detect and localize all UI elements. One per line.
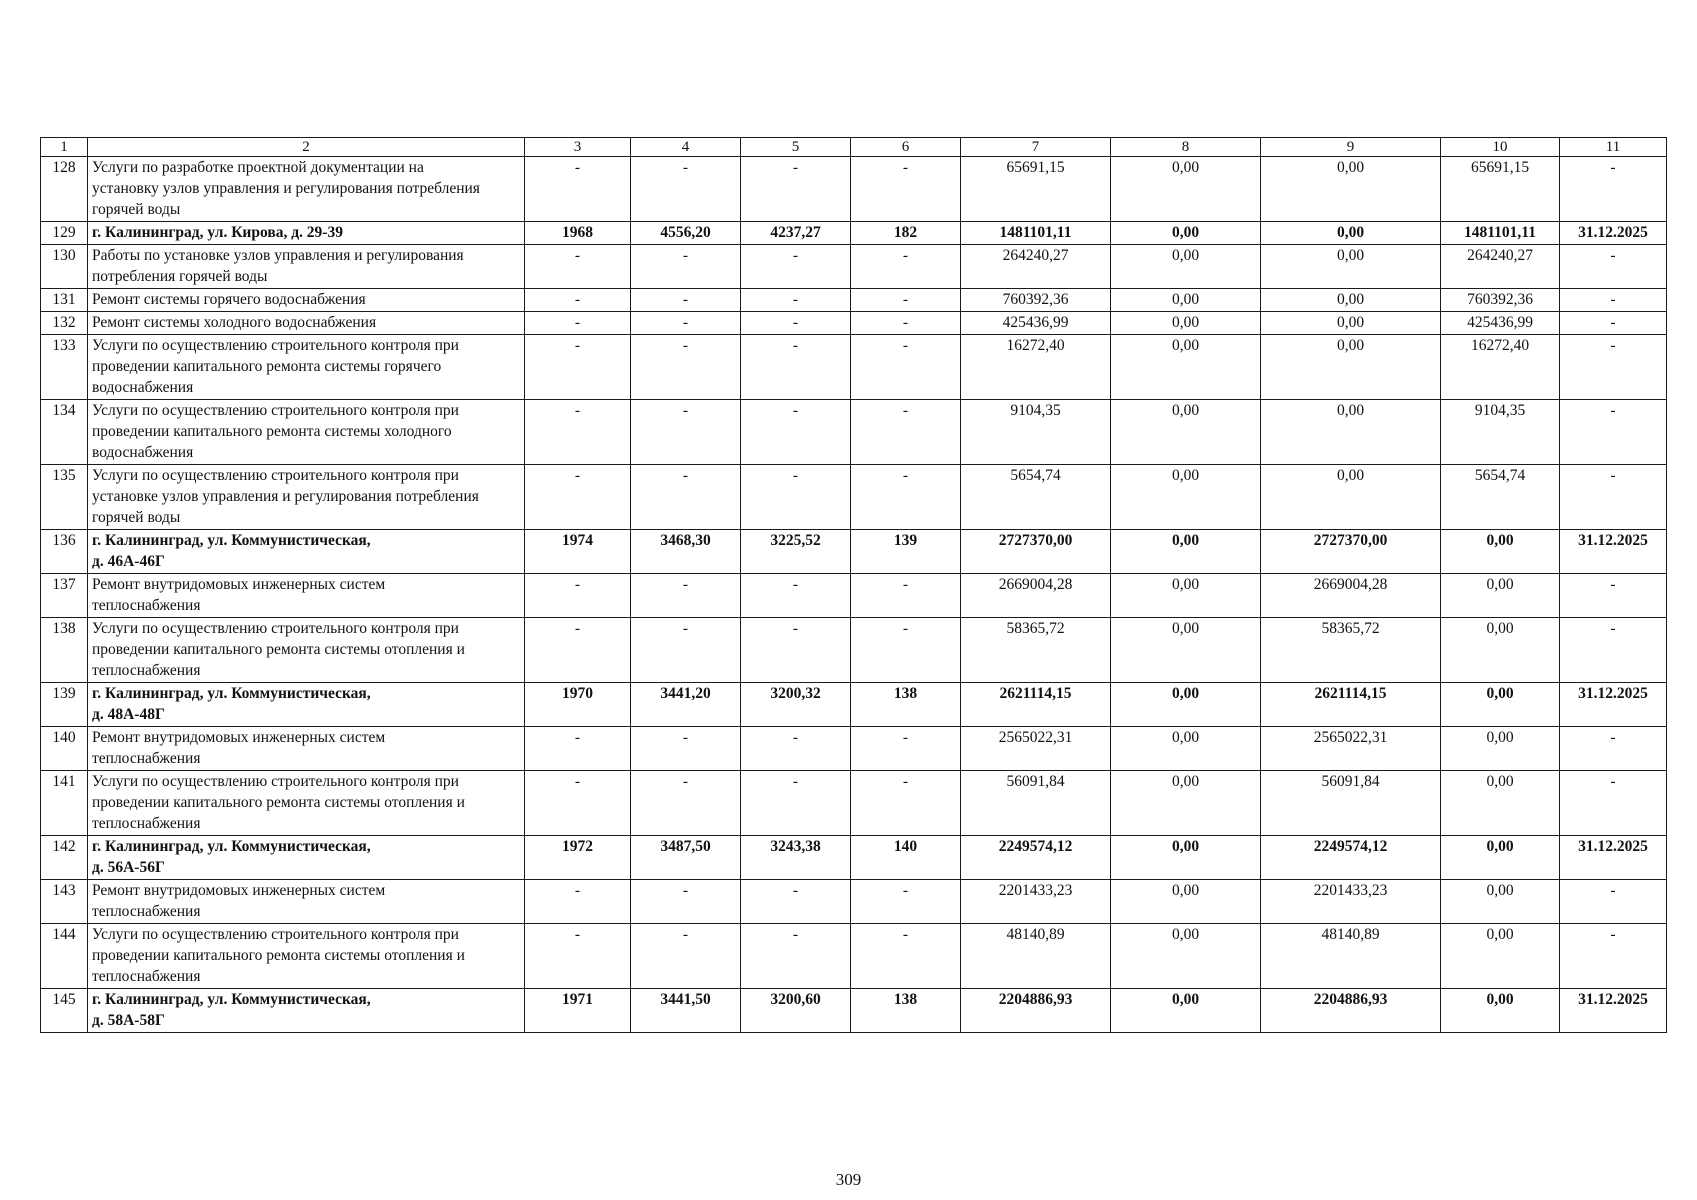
value-cell-col4: 3468,30 bbox=[631, 530, 741, 574]
page-number: 309 bbox=[835, 1170, 862, 1189]
address-row bbox=[41, 530, 1667, 574]
value-cell-col11: - bbox=[1560, 727, 1667, 771]
description-line: водоснабжения bbox=[92, 379, 194, 396]
value-cell-col4: - bbox=[631, 880, 741, 924]
description-line: Услуги по осуществлению строительного контроля при bbox=[92, 773, 459, 790]
column-number-row bbox=[41, 138, 1667, 157]
value-cell-col3: - bbox=[525, 880, 631, 924]
value-cell-col8: 0,00 bbox=[1111, 312, 1261, 335]
column-number: 11 bbox=[1560, 138, 1667, 157]
value-cell-col6: - bbox=[851, 312, 961, 335]
column-number: 5 bbox=[741, 138, 851, 157]
row-number-cell: 144 bbox=[41, 924, 88, 989]
description-line: горячей воды bbox=[92, 201, 181, 218]
value-cell-col9: 0,00 bbox=[1261, 222, 1441, 245]
value-cell-col3: - bbox=[525, 400, 631, 465]
work-description-cell bbox=[88, 245, 525, 289]
value-cell-col3: 1972 bbox=[525, 836, 631, 880]
description-line: проведении капитального ремонта системы отопления и bbox=[92, 794, 465, 811]
value-cell-col9: 2249574,12 bbox=[1261, 836, 1441, 880]
value-cell-col8: 0,00 bbox=[1111, 465, 1261, 530]
value-cell-col11: - bbox=[1560, 400, 1667, 465]
table-row bbox=[41, 465, 1667, 530]
description-line: проведении капитального ремонта системы горячего bbox=[92, 358, 442, 375]
value-cell-col9: 0,00 bbox=[1261, 400, 1441, 465]
value-cell-col10: 264240,27 bbox=[1441, 245, 1560, 289]
work-description-cell bbox=[88, 924, 525, 989]
value-cell-col11: - bbox=[1560, 771, 1667, 836]
value-cell-col5: - bbox=[741, 400, 851, 465]
value-cell-col8: 0,00 bbox=[1111, 574, 1261, 618]
value-cell-col7: 56091,84 bbox=[961, 771, 1111, 836]
value-cell-col10: 0,00 bbox=[1441, 880, 1560, 924]
value-cell-col5: - bbox=[741, 924, 851, 989]
value-cell-col10: 0,00 bbox=[1441, 618, 1560, 683]
value-cell-col5: - bbox=[741, 618, 851, 683]
value-cell-col7: 48140,89 bbox=[961, 924, 1111, 989]
value-cell-col10: 0,00 bbox=[1441, 530, 1560, 574]
table-row bbox=[41, 312, 1667, 335]
value-cell-col5: - bbox=[741, 335, 851, 400]
value-cell-col3: - bbox=[525, 574, 631, 618]
value-cell-col9: 2727370,00 bbox=[1261, 530, 1441, 574]
description-line: Ремонт системы холодного водоснабжения bbox=[92, 314, 377, 331]
value-cell-col10: 760392,36 bbox=[1441, 289, 1560, 312]
value-cell-col5: 3200,60 bbox=[741, 989, 851, 1033]
value-cell-col4: 3441,50 bbox=[631, 989, 741, 1033]
table-row bbox=[41, 400, 1667, 465]
value-cell-col9: 2669004,28 bbox=[1261, 574, 1441, 618]
value-cell-col7: 2204886,93 bbox=[961, 989, 1111, 1033]
value-cell-col4: 3487,50 bbox=[631, 836, 741, 880]
description-line: Ремонт внутридомовых инженерных систем bbox=[92, 882, 386, 899]
work-description-cell bbox=[88, 465, 525, 530]
row-number-cell: 131 bbox=[41, 289, 88, 312]
value-cell-col7: 2565022,31 bbox=[961, 727, 1111, 771]
value-cell-col10: 0,00 bbox=[1441, 836, 1560, 880]
address-row bbox=[41, 989, 1667, 1033]
description-line: теплоснабжения bbox=[92, 597, 201, 614]
description-line: Работы по установке узлов управления и регулирования bbox=[92, 247, 464, 264]
value-cell-col6: - bbox=[851, 157, 961, 222]
value-cell-col10: 0,00 bbox=[1441, 727, 1560, 771]
description-line: горячей воды bbox=[92, 509, 181, 526]
value-cell-col3: 1970 bbox=[525, 683, 631, 727]
value-cell-col11: 31.12.2025 bbox=[1560, 222, 1667, 245]
row-number-cell: 130 bbox=[41, 245, 88, 289]
value-cell-col11: - bbox=[1560, 245, 1667, 289]
value-cell-col11: - bbox=[1560, 157, 1667, 222]
work-description-cell bbox=[88, 771, 525, 836]
row-number-cell: 139 bbox=[41, 683, 88, 727]
value-cell-col7: 9104,35 bbox=[961, 400, 1111, 465]
value-cell-col11: - bbox=[1560, 574, 1667, 618]
value-cell-col8: 0,00 bbox=[1111, 335, 1261, 400]
value-cell-col7: 1481101,11 bbox=[961, 222, 1111, 245]
value-cell-col6: - bbox=[851, 245, 961, 289]
work-description-cell bbox=[88, 880, 525, 924]
value-cell-col5: - bbox=[741, 574, 851, 618]
description-line: потребления горячей воды bbox=[92, 268, 268, 285]
column-number: 9 bbox=[1261, 138, 1441, 157]
column-number: 3 bbox=[525, 138, 631, 157]
value-cell-col5: 4237,27 bbox=[741, 222, 851, 245]
value-cell-col6: 182 bbox=[851, 222, 961, 245]
column-number: 4 bbox=[631, 138, 741, 157]
value-cell-col6: - bbox=[851, 924, 961, 989]
row-number-cell: 143 bbox=[41, 880, 88, 924]
value-cell-col6: - bbox=[851, 400, 961, 465]
description-line: д. 46А-46Г bbox=[92, 553, 165, 570]
value-cell-col5: 3200,32 bbox=[741, 683, 851, 727]
table-row bbox=[41, 618, 1667, 683]
row-number-cell: 136 bbox=[41, 530, 88, 574]
row-number-cell: 140 bbox=[41, 727, 88, 771]
row-number-cell: 134 bbox=[41, 400, 88, 465]
value-cell-col8: 0,00 bbox=[1111, 530, 1261, 574]
value-cell-col4: - bbox=[631, 312, 741, 335]
value-cell-col10: 9104,35 bbox=[1441, 400, 1560, 465]
work-description-cell bbox=[88, 335, 525, 400]
description-line: Услуги по осуществлению строительного контроля при bbox=[92, 467, 459, 484]
value-cell-col9: 2204886,93 bbox=[1261, 989, 1441, 1033]
description-line: Услуги по осуществлению строительного контроля при bbox=[92, 337, 459, 354]
column-number: 6 bbox=[851, 138, 961, 157]
value-cell-col4: - bbox=[631, 574, 741, 618]
value-cell-col7: 2669004,28 bbox=[961, 574, 1111, 618]
description-line: проведении капитального ремонта системы отопления и bbox=[92, 641, 465, 658]
description-line: г. Калининград, ул. Коммунистическая, bbox=[92, 532, 371, 549]
row-number-cell: 129 bbox=[41, 222, 88, 245]
value-cell-col4: - bbox=[631, 245, 741, 289]
value-cell-col5: - bbox=[741, 465, 851, 530]
value-cell-col9: 2565022,31 bbox=[1261, 727, 1441, 771]
value-cell-col9: 48140,89 bbox=[1261, 924, 1441, 989]
work-description-cell bbox=[88, 727, 525, 771]
description-line: теплоснабжения bbox=[92, 815, 201, 832]
address-row bbox=[41, 222, 1667, 245]
value-cell-col11: 31.12.2025 bbox=[1560, 836, 1667, 880]
value-cell-col11: - bbox=[1560, 335, 1667, 400]
value-cell-col6: - bbox=[851, 727, 961, 771]
value-cell-col7: 760392,36 bbox=[961, 289, 1111, 312]
value-cell-col11: - bbox=[1560, 465, 1667, 530]
value-cell-col9: 0,00 bbox=[1261, 465, 1441, 530]
value-cell-col5: - bbox=[741, 245, 851, 289]
value-cell-col7: 425436,99 bbox=[961, 312, 1111, 335]
description-line: теплоснабжения bbox=[92, 903, 201, 920]
value-cell-col3: 1968 bbox=[525, 222, 631, 245]
value-cell-col5: 3243,38 bbox=[741, 836, 851, 880]
description-line: г. Калининград, ул. Коммунистическая, bbox=[92, 991, 371, 1008]
description-line: установке узлов управления и регулирования потребления bbox=[92, 488, 479, 505]
address-cell bbox=[88, 989, 525, 1033]
value-cell-col4: - bbox=[631, 618, 741, 683]
value-cell-col7: 2621114,15 bbox=[961, 683, 1111, 727]
value-cell-col10: 5654,74 bbox=[1441, 465, 1560, 530]
value-cell-col9: 0,00 bbox=[1261, 289, 1441, 312]
value-cell-col6: - bbox=[851, 465, 961, 530]
description-line: Услуги по разработке проектной документации на bbox=[92, 159, 424, 176]
value-cell-col9: 0,00 bbox=[1261, 335, 1441, 400]
value-cell-col3: 1974 bbox=[525, 530, 631, 574]
description-line: д. 56А-56Г bbox=[92, 859, 165, 876]
value-cell-col6: 140 bbox=[851, 836, 961, 880]
value-cell-col6: - bbox=[851, 574, 961, 618]
table-row bbox=[41, 924, 1667, 989]
column-number: 10 bbox=[1441, 138, 1560, 157]
value-cell-col4: 4556,20 bbox=[631, 222, 741, 245]
value-cell-col9: 0,00 bbox=[1261, 312, 1441, 335]
value-cell-col11: 31.12.2025 bbox=[1560, 989, 1667, 1033]
value-cell-col11: 31.12.2025 bbox=[1560, 683, 1667, 727]
row-number-cell: 135 bbox=[41, 465, 88, 530]
description-line: проведении капитального ремонта системы холодного bbox=[92, 423, 452, 440]
value-cell-col11: - bbox=[1560, 312, 1667, 335]
value-cell-col10: 425436,99 bbox=[1441, 312, 1560, 335]
value-cell-col10: 16272,40 bbox=[1441, 335, 1560, 400]
value-cell-col7: 2249574,12 bbox=[961, 836, 1111, 880]
value-cell-col5: - bbox=[741, 771, 851, 836]
value-cell-col6: - bbox=[851, 771, 961, 836]
value-cell-col6: - bbox=[851, 289, 961, 312]
table-row bbox=[41, 157, 1667, 222]
row-number-cell: 137 bbox=[41, 574, 88, 618]
value-cell-col11: - bbox=[1560, 289, 1667, 312]
description-line: г. Калининград, ул. Кирова, д. 29-39 bbox=[92, 224, 343, 241]
row-number-cell: 138 bbox=[41, 618, 88, 683]
value-cell-col4: - bbox=[631, 924, 741, 989]
value-cell-col8: 0,00 bbox=[1111, 245, 1261, 289]
value-cell-col8: 0,00 bbox=[1111, 400, 1261, 465]
work-description-cell bbox=[88, 400, 525, 465]
value-cell-col10: 0,00 bbox=[1441, 574, 1560, 618]
value-cell-col3: - bbox=[525, 727, 631, 771]
row-number-cell: 128 bbox=[41, 157, 88, 222]
value-cell-col8: 0,00 bbox=[1111, 157, 1261, 222]
value-cell-col3: - bbox=[525, 335, 631, 400]
value-cell-col9: 58365,72 bbox=[1261, 618, 1441, 683]
value-cell-col3: - bbox=[525, 289, 631, 312]
value-cell-col11: - bbox=[1560, 924, 1667, 989]
description-line: Услуги по осуществлению строительного контроля при bbox=[92, 926, 459, 943]
description-line: Услуги по осуществлению строительного контроля при bbox=[92, 402, 459, 419]
value-cell-col7: 2201433,23 bbox=[961, 880, 1111, 924]
description-line: Ремонт системы горячего водоснабжения bbox=[92, 291, 366, 308]
address-cell bbox=[88, 836, 525, 880]
row-number-cell: 133 bbox=[41, 335, 88, 400]
value-cell-col8: 0,00 bbox=[1111, 289, 1261, 312]
work-schedule-table bbox=[40, 137, 1667, 1033]
value-cell-col4: - bbox=[631, 400, 741, 465]
value-cell-col4: 3441,20 bbox=[631, 683, 741, 727]
row-number-cell: 132 bbox=[41, 312, 88, 335]
column-number: 8 bbox=[1111, 138, 1261, 157]
value-cell-col4: - bbox=[631, 465, 741, 530]
work-description-cell bbox=[88, 618, 525, 683]
description-line: г. Калининград, ул. Коммунистическая, bbox=[92, 838, 371, 855]
value-cell-col6: 138 bbox=[851, 989, 961, 1033]
value-cell-col4: - bbox=[631, 335, 741, 400]
value-cell-col10: 0,00 bbox=[1441, 989, 1560, 1033]
description-line: д. 48А-48Г bbox=[92, 706, 165, 723]
value-cell-col6: - bbox=[851, 335, 961, 400]
value-cell-col9: 0,00 bbox=[1261, 157, 1441, 222]
value-cell-col7: 2727370,00 bbox=[961, 530, 1111, 574]
work-description-cell bbox=[88, 312, 525, 335]
description-line: Ремонт внутридомовых инженерных систем bbox=[92, 576, 386, 593]
description-line: теплоснабжения bbox=[92, 968, 201, 985]
table-row bbox=[41, 771, 1667, 836]
value-cell-col9: 2621114,15 bbox=[1261, 683, 1441, 727]
value-cell-col9: 2201433,23 bbox=[1261, 880, 1441, 924]
value-cell-col5: - bbox=[741, 312, 851, 335]
value-cell-col5: - bbox=[741, 289, 851, 312]
description-line: теплоснабжения bbox=[92, 750, 201, 767]
value-cell-col5: - bbox=[741, 727, 851, 771]
value-cell-col3: - bbox=[525, 924, 631, 989]
value-cell-col7: 65691,15 bbox=[961, 157, 1111, 222]
value-cell-col11: - bbox=[1560, 880, 1667, 924]
value-cell-col4: - bbox=[631, 771, 741, 836]
value-cell-col8: 0,00 bbox=[1111, 836, 1261, 880]
work-description-cell bbox=[88, 289, 525, 312]
value-cell-col8: 0,00 bbox=[1111, 989, 1261, 1033]
value-cell-col8: 0,00 bbox=[1111, 618, 1261, 683]
table-row bbox=[41, 880, 1667, 924]
address-cell bbox=[88, 222, 525, 245]
value-cell-col8: 0,00 bbox=[1111, 727, 1261, 771]
value-cell-col4: - bbox=[631, 727, 741, 771]
address-row bbox=[41, 683, 1667, 727]
value-cell-col6: - bbox=[851, 880, 961, 924]
table-row bbox=[41, 574, 1667, 618]
value-cell-col3: - bbox=[525, 245, 631, 289]
description-line: теплоснабжения bbox=[92, 662, 201, 679]
table-row bbox=[41, 335, 1667, 400]
address-cell bbox=[88, 683, 525, 727]
value-cell-col6: 138 bbox=[851, 683, 961, 727]
value-cell-col6: - bbox=[851, 618, 961, 683]
value-cell-col6: 139 bbox=[851, 530, 961, 574]
value-cell-col4: - bbox=[631, 157, 741, 222]
address-cell bbox=[88, 530, 525, 574]
value-cell-col7: 58365,72 bbox=[961, 618, 1111, 683]
value-cell-col10: 65691,15 bbox=[1441, 157, 1560, 222]
table-body bbox=[41, 138, 1667, 1033]
value-cell-col3: 1971 bbox=[525, 989, 631, 1033]
value-cell-col9: 0,00 bbox=[1261, 245, 1441, 289]
description-line: установку узлов управления и регулирования потребления bbox=[92, 180, 480, 197]
table-row bbox=[41, 727, 1667, 771]
description-line: проведении капитального ремонта системы отопления и bbox=[92, 947, 465, 964]
value-cell-col10: 0,00 bbox=[1441, 771, 1560, 836]
table-row bbox=[41, 289, 1667, 312]
value-cell-col8: 0,00 bbox=[1111, 222, 1261, 245]
value-cell-col5: - bbox=[741, 157, 851, 222]
value-cell-col3: - bbox=[525, 465, 631, 530]
description-line: водоснабжения bbox=[92, 444, 194, 461]
value-cell-col5: 3225,52 bbox=[741, 530, 851, 574]
value-cell-col8: 0,00 bbox=[1111, 771, 1261, 836]
value-cell-col4: - bbox=[631, 289, 741, 312]
description-line: Услуги по осуществлению строительного контроля при bbox=[92, 620, 459, 637]
value-cell-col10: 0,00 bbox=[1441, 924, 1560, 989]
value-cell-col10: 1481101,11 bbox=[1441, 222, 1560, 245]
column-number: 2 bbox=[88, 138, 525, 157]
value-cell-col5: - bbox=[741, 880, 851, 924]
work-description-cell bbox=[88, 157, 525, 222]
description-line: д. 58А-58Г bbox=[92, 1012, 165, 1029]
value-cell-col7: 16272,40 bbox=[961, 335, 1111, 400]
value-cell-col7: 264240,27 bbox=[961, 245, 1111, 289]
value-cell-col7: 5654,74 bbox=[961, 465, 1111, 530]
value-cell-col8: 0,00 bbox=[1111, 683, 1261, 727]
row-number-cell: 142 bbox=[41, 836, 88, 880]
work-description-cell bbox=[88, 574, 525, 618]
value-cell-col9: 56091,84 bbox=[1261, 771, 1441, 836]
value-cell-col3: - bbox=[525, 157, 631, 222]
value-cell-col10: 0,00 bbox=[1441, 683, 1560, 727]
row-number-cell: 141 bbox=[41, 771, 88, 836]
value-cell-col11: 31.12.2025 bbox=[1560, 530, 1667, 574]
column-number: 7 bbox=[961, 138, 1111, 157]
column-number: 1 bbox=[41, 138, 88, 157]
value-cell-col8: 0,00 bbox=[1111, 880, 1261, 924]
value-cell-col3: - bbox=[525, 618, 631, 683]
table-row bbox=[41, 245, 1667, 289]
address-row bbox=[41, 836, 1667, 880]
description-line: г. Калининград, ул. Коммунистическая, bbox=[92, 685, 371, 702]
value-cell-col11: - bbox=[1560, 618, 1667, 683]
description-line: Ремонт внутридомовых инженерных систем bbox=[92, 729, 386, 746]
value-cell-col3: - bbox=[525, 312, 631, 335]
row-number-cell: 145 bbox=[41, 989, 88, 1033]
value-cell-col8: 0,00 bbox=[1111, 924, 1261, 989]
value-cell-col3: - bbox=[525, 771, 631, 836]
